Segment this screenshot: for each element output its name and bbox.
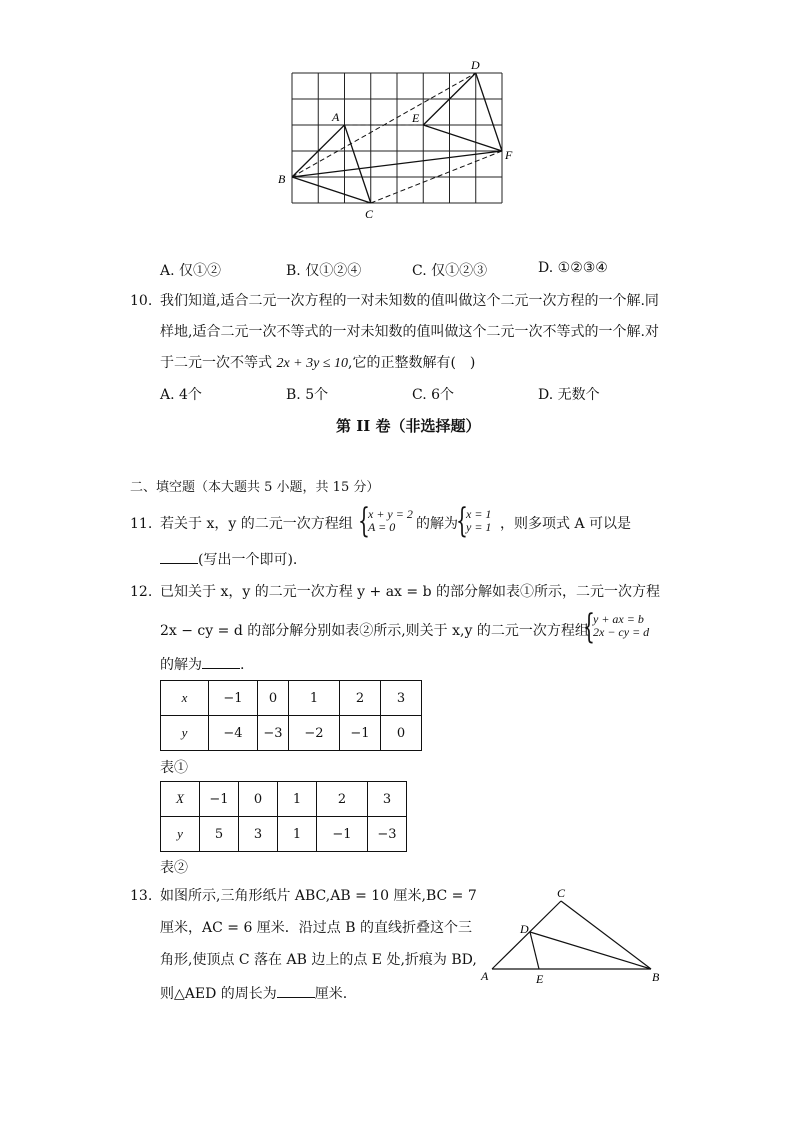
q13-line1: 如图所示,三角形纸片 ABC,AB = 10 厘米,BC = 7 <box>160 888 477 904</box>
q13-line3: 角形,使顶点 C 落在 AB 边上的点 E 处,折痕为 BD, <box>160 952 477 968</box>
q11-mid: 的解为 <box>416 516 458 532</box>
tri-label-C: C <box>557 886 566 900</box>
table-2 <box>160 781 407 852</box>
q10-line2: 样地,适合二元一次不等式的一对未知数的值叫做这个二元一次不等式的一个解.对 <box>160 324 659 340</box>
q10-number: 10. <box>130 293 153 309</box>
q11-post: ，则多项式 A 可以是 <box>500 516 632 532</box>
tri-label-D: D <box>520 922 529 936</box>
q12-number: 12. <box>130 584 153 600</box>
q10-option-c: C. 6个 <box>412 387 455 403</box>
q10-option-b: B. 5个 <box>286 387 329 403</box>
part2-title: 第 II 卷（非选择题） <box>336 417 481 435</box>
q12-line3: 的解为 . <box>160 654 244 675</box>
q10-line1: 我们知道,适合二元一次方程的一对未知数的值叫做这个二元一次方程的一个解.同 <box>160 293 659 309</box>
q10-inequality: 2x + 3y ≤ 10 <box>276 356 349 371</box>
table-row: X −1 0 1 2 3 <box>161 782 407 817</box>
q11-brace-2: { <box>456 501 468 541</box>
triangle-figure <box>475 883 670 988</box>
label-F: F <box>505 148 513 162</box>
q9-option-b: B. 仅①②④ <box>286 263 362 279</box>
label-B: B <box>278 172 286 186</box>
q12-blank <box>202 654 240 669</box>
q11-blank <box>160 549 198 564</box>
section2-title: 二、填空题（本大题共 5 小题，共 15 分） <box>130 480 380 495</box>
q9-option-c: C. 仅①②③ <box>412 263 488 279</box>
grid-figure <box>270 55 520 225</box>
table-row: y −4 −3 −2 −1 0 <box>161 716 422 751</box>
q11-number: 11. <box>130 516 153 532</box>
table-1 <box>160 680 422 751</box>
q13-number: 13. <box>130 888 153 904</box>
q11-brace-1: { <box>358 501 370 541</box>
table-row: x −1 0 1 2 3 <box>161 681 422 716</box>
q10-line3: 于二元一次不等式 2x + 3y ≤ 10,它的正整数解有( ) <box>160 355 476 371</box>
tri-label-E: E <box>536 972 544 986</box>
q13-line4: 则△AED 的周长为 厘米. <box>160 983 347 1004</box>
label-A: A <box>332 110 340 124</box>
q12-brace: { <box>583 607 595 647</box>
q13-line2: 厘米，AC = 6 厘米．沿过点 B 的直线折叠这个三 <box>160 920 472 936</box>
q12-line2: 2x − cy = d 的部分解分别如表②所示,则关于 x,y 的二元一次方程组 <box>160 623 589 639</box>
q10-option-a: A. 4个 <box>160 387 202 403</box>
q12-line1: 已知关于 x，y 的二元一次方程 y + ax = b 的部分解如表①所示，二元一次方程 <box>160 584 660 600</box>
q9-option-d: D. ①②③④ <box>538 260 608 276</box>
tri-label-B: B <box>652 970 660 984</box>
table-1-caption: 表① <box>160 760 188 776</box>
q11-line2: (写出一个即可). <box>160 549 297 570</box>
q11-pre: 若关于 x，y 的二元一次方程组 <box>160 516 353 532</box>
q11-system-1: x + y = 2 A = 0 <box>368 507 413 534</box>
q13-blank <box>277 983 315 998</box>
q12-system: y + ax = b 2x − cy = d <box>593 612 650 639</box>
label-C: C <box>365 207 374 221</box>
tri-label-A: A <box>481 969 489 983</box>
table-row: y 5 3 1 −1 −3 <box>161 817 407 852</box>
q9-option-a: A. 仅①② <box>160 263 222 279</box>
q11-system-2: x = 1 y = 1 <box>466 507 492 534</box>
label-D: D <box>471 58 480 72</box>
label-E: E <box>412 111 420 125</box>
table-2-caption: 表② <box>160 860 188 876</box>
q10-option-d: D. 无数个 <box>538 387 600 403</box>
